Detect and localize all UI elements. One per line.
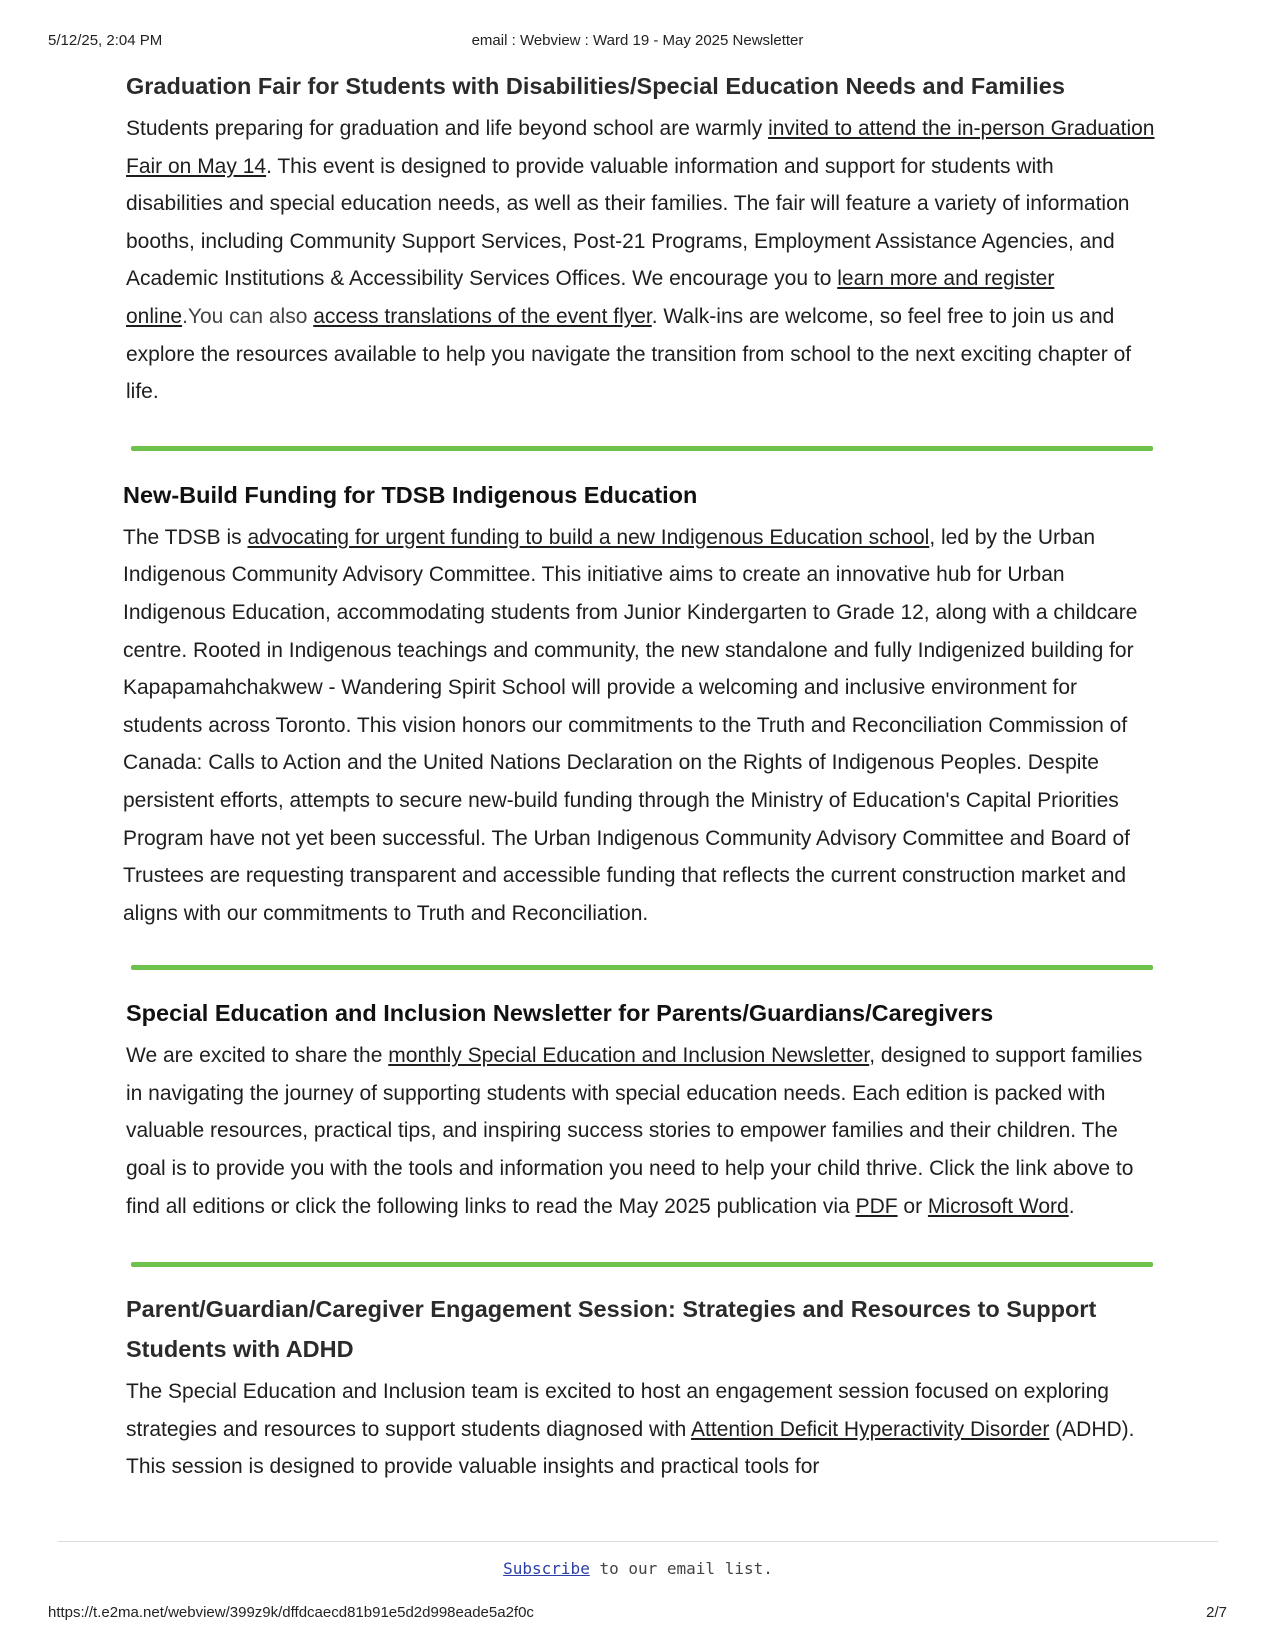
section-divider — [131, 446, 1153, 451]
register-online-link[interactable]: learn more and register online — [126, 267, 1055, 328]
body-text: , led by the Urban Indigenous Community Advisory Committee. This initiative aims to create an innovative hub for Urban Indigenous Education, accommodating students from Junior Kindergarten to Grade 12, along with a childcare centre. Rooted in Indigenous teachings and community, the new standalone and fully Indigenized building for Kapapamahchakwew - Wandering Spirit School will provide a welcoming and inclusive environment for students across Toronto. This vision honors our commitments to the Truth and Reconciliation Commission of Canada: Calls to Action and the United Nations Declaration on the Rights of Indigenous Peoples. Despite persistent efforts, attempts to secure new-build funding through the Ministry of Education's Capital Priorities Program have not yet been successful. The Urban Indigenous Community Advisory Committee and Board of Trustees are requesting transparent and accessible funding that reflects the current construction market and aligns with our commitments to Truth and Reconciliation. — [123, 525, 1138, 925]
adhd-link[interactable]: Attention Deficit Hyperactivity Disorder — [691, 1417, 1050, 1441]
pdf-link[interactable]: PDF — [855, 1194, 898, 1218]
section-graduation-fair — [126, 66, 1156, 411]
body-text: . — [1068, 1194, 1075, 1218]
graduation-fair-link[interactable]: invited to attend the in-person Graduation Fair on May 14 — [126, 117, 1155, 178]
body-text: We are excited to share the — [126, 1044, 389, 1068]
body-text: . Walk-ins are welcome, so feel free to join us and explore the resources available to help you navigate the transition from school to the next exciting chapter of life. — [126, 304, 1132, 404]
microsoft-word-link[interactable]: Microsoft Word — [927, 1194, 1069, 1218]
print-header — [48, 32, 1227, 52]
section-heading: Special Education and Inclusion Newsletter for Parents/Guardians/Caregivers — [126, 1000, 994, 1027]
body-text: The TDSB is — [123, 525, 248, 549]
section-heading: New-Build Funding for TDSB Indigenous Education — [123, 481, 698, 508]
body-text: (ADHD). This session is designed to provide valuable insights and practical tools for — [126, 1417, 1135, 1479]
newsletter-content — [123, 66, 1156, 1486]
flyer-translations-link[interactable]: access translations of the event flyer — [313, 304, 652, 328]
special-ed-newsletter-link[interactable]: monthly Special Education and Inclusion Newsletter — [388, 1044, 870, 1068]
section-body — [123, 519, 1156, 933]
print-url: https://t.e2ma.net/webview/399z9k/dffdcaecd81b91e5d2d998eade5a2f0c — [48, 1604, 534, 1621]
indigenous-school-funding-link[interactable]: advocating for urgent funding to build a new Indigenous Education school — [247, 525, 930, 549]
section-heading: Graduation Fair for Students with Disabilities/Special Education Needs and Families — [126, 73, 1065, 99]
print-timestamp: 5/12/25, 2:04 PM — [48, 32, 163, 49]
section-heading: Parent/Guardian/Caregiver Engagement Session: Strategies and Resources to Support Students with ADHD — [126, 1296, 1097, 1363]
section-special-ed-newsletter — [126, 993, 1156, 1225]
section-divider — [131, 1262, 1153, 1267]
body-text: Students preparing for graduation and life beyond school are warmly — [126, 117, 769, 140]
body-text: , designed to support families in navigating the journey of supporting students with special education needs. Each edition is packed with valuable resources, practical tips, and inspiring success stories to empower families and their children. The goal is to provide you with the tools and information you need to help your child thrive. Click the link above to find all editions or click the following links to read the May 2025 publication via — [126, 1044, 1143, 1218]
subscribe-bar — [58, 1541, 1218, 1602]
print-title: email : Webview : Ward 19 - May 2025 Newsletter — [471, 32, 804, 49]
print-footer — [48, 1604, 1227, 1624]
section-body — [126, 1373, 1156, 1486]
section-indigenous-education — [123, 475, 1156, 933]
body-text: The Special Education and Inclusion team is excited to host an engagement session focused on exploring strategies and resources to support students diagnosed with — [126, 1380, 1109, 1441]
subscribe-link[interactable]: Subscribe — [503, 1559, 590, 1578]
section-body — [126, 1037, 1156, 1225]
subscribe-text: to our email list. — [589, 1559, 773, 1578]
section-body — [126, 110, 1156, 411]
page-number: 2/7 — [1206, 1604, 1227, 1621]
body-text: . This event is designed to provide valuable information and support for students with disabilities and special education needs, as well as their families. The fair will feature a variety of information booths, including Community Support Services, Post-21 Programs, Employment Assistance Agencies, and Academic Institutions & Accessibility Services Offices. We encourage you to — [126, 154, 1130, 291]
body-text: or — [897, 1194, 928, 1218]
section-divider — [131, 965, 1153, 970]
section-adhd-session — [126, 1289, 1156, 1486]
body-text: .You can also — [182, 304, 314, 328]
